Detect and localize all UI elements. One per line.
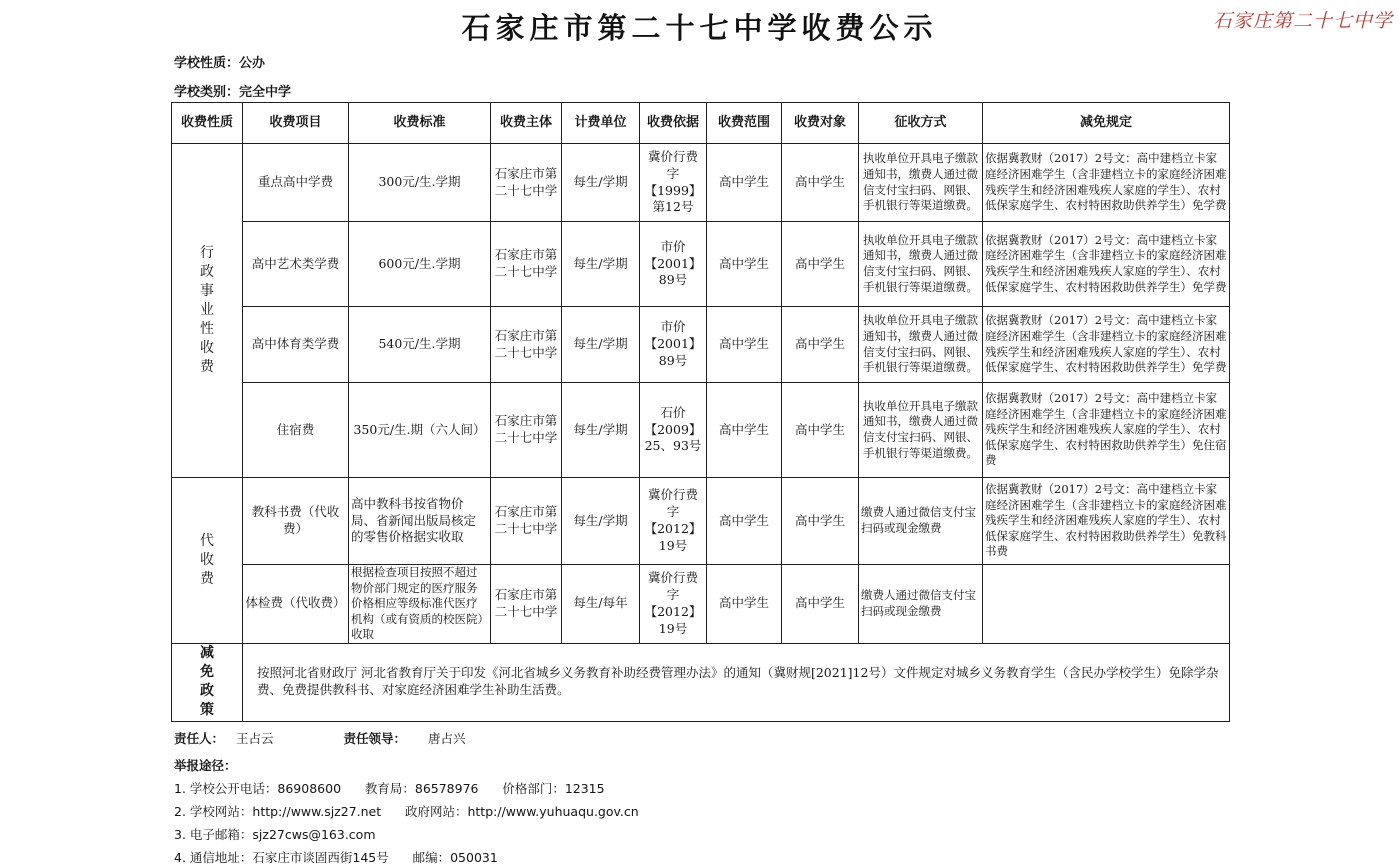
fee-entity: 石家庄市第二十七中学: [491, 565, 562, 644]
fee-target: 高中学生: [782, 307, 859, 383]
fee-item: 教科书费（代收费）: [243, 478, 349, 565]
school-type: [174, 81, 291, 100]
fee-unit: 每生/学期: [562, 222, 640, 307]
header-cell: 收费标准: [349, 103, 491, 144]
fee-standard: 600元/生.学期: [349, 222, 491, 307]
fee-range: 高中学生: [707, 565, 782, 644]
fee-target: 高中学生: [782, 478, 859, 565]
fee-unit: 每生/学期: [562, 307, 640, 383]
fee-exemption: 依据冀教财（2017）2号文：高中建档立卡家庭经济困难学生（含非建档立卡的家庭经济困难残疾学生和经济困难残疾人家庭的学生）、农村低保家庭学生、农村特困救助供养学生）免学费: [983, 307, 1230, 383]
group-exemption-policy: 减免政策: [172, 643, 243, 721]
leader-name: 唐占兴: [428, 731, 466, 746]
fee-method: 执收单位开具电子缴款通知书，缴费人通过微信支付宝扫码、网银、手机银行等渠道缴费。: [859, 144, 983, 222]
school-nature-label: 学校性质：: [174, 56, 240, 71]
responsible-label: 责任人：: [174, 731, 225, 746]
fee-unit: 每生/学期: [562, 144, 640, 222]
fee-entity: 石家庄市第二十七中学: [491, 478, 562, 565]
fee-entity: 石家庄市第二十七中学: [491, 383, 562, 478]
policy-text: 按照河北省财政厅 河北省教育厅关于印发《河北省城乡义务教育补助经费管理办法》的通知（冀财规[2021]12号）文件规定对城乡义务教育学生（含民办学校学生）免除学杂费、免费提供教科书、对家庭经济困难学生补助生活费。: [243, 643, 1230, 721]
table-header-row: [172, 103, 1230, 144]
fee-item: 体检费（代收费）: [243, 565, 349, 644]
fee-standard: 根据检查项目按照不超过物价部门规定的医疗服务价格相应等级标准代医疗机构（或有资质的校医院）收取: [349, 565, 491, 644]
fee-unit: 每生/每年: [562, 565, 640, 644]
header-cell: 收费范围: [707, 103, 782, 144]
fee-entity: 石家庄市第二十七中学: [491, 144, 562, 222]
fee-exemption: 依据冀教财（2017）2号文：高中建档立卡家庭经济困难学生（含非建档立卡的家庭经济困难残疾学生和经济困难残疾人家庭的学生）、农村低保家庭学生、农村特困救助供养学生）免教科书费: [983, 478, 1230, 565]
school-type-value: 完全中学: [239, 85, 292, 100]
table-row: [172, 478, 1230, 565]
fee-basis: 市价【2001】89号: [640, 307, 707, 383]
school-type-label: 学校类别：: [174, 85, 240, 100]
report-address-line: 4. 通信地址：石家庄市谈固西街145号 邮编：050031: [174, 850, 498, 865]
fee-exemption: 依据冀教财（2017）2号文：高中建档立卡家庭经济困难学生（含非建档立卡的家庭经济困难残疾学生和经济困难残疾人家庭的学生）、农村低保家庭学生、农村特困救助供养学生）免学费: [983, 144, 1230, 222]
report-label: 举报途径：: [174, 758, 237, 773]
fee-exemption: 依据冀教财（2017）2号文：高中建档立卡家庭经济困难学生（含非建档立卡的家庭经济困难残疾学生和经济困难残疾人家庭的学生）、农村低保家庭学生、农村特困救助供养学生）免学费: [983, 222, 1230, 307]
school-nature-value: 公办: [239, 56, 266, 71]
header-cell: 减免规定: [983, 103, 1230, 144]
header-cell: 收费依据: [640, 103, 707, 144]
fee-standard: 300元/生.学期: [349, 144, 491, 222]
fee-range: 高中学生: [707, 478, 782, 565]
page-title: 石家庄市第二十七中学收费公示: [461, 11, 938, 45]
fee-standard: 540元/生.学期: [349, 307, 491, 383]
fee-item: 高中艺术类学费: [243, 222, 349, 307]
fee-method: 执收单位开具电子缴款通知书，缴费人通过微信支付宝扫码、网银、手机银行等渠道缴费。: [859, 383, 983, 478]
fee-entity: 石家庄市第二十七中学: [491, 307, 562, 383]
header-cell: 收费对象: [782, 103, 859, 144]
fee-target: 高中学生: [782, 565, 859, 644]
fee-item: 住宿费: [243, 383, 349, 478]
fee-target: 高中学生: [782, 222, 859, 307]
fee-standard: 350元/生.期（六人间）: [349, 383, 491, 478]
fee-basis: 市价【2001】89号: [640, 222, 707, 307]
header-cell: 收费主体: [491, 103, 562, 144]
fee-range: 高中学生: [707, 222, 782, 307]
school-nature: [174, 52, 265, 71]
fee-exemption: 依据冀教财（2017）2号文：高中建档立卡家庭经济困难学生（含非建档立卡的家庭经济困难残疾学生和经济困难残疾人家庭的学生）、农村低保家庭学生、农村特困救助供养学生）免住宿费: [983, 383, 1230, 478]
leader-label: 责任领导：: [343, 731, 407, 746]
fee-range: 高中学生: [707, 383, 782, 478]
header-cell: 收费性质: [172, 103, 243, 144]
fee-standard: 高中教科书按省物价局、省新闻出版局核定的零售价格据实收取: [349, 478, 491, 565]
table-row: [172, 222, 1230, 307]
fee-basis: 冀价行费字【2012】19号: [640, 478, 707, 565]
table-row: [172, 565, 1230, 644]
fee-target: 高中学生: [782, 144, 859, 222]
table-row: [172, 307, 1230, 383]
fee-basis: 冀价行费字【2012】19号: [640, 565, 707, 644]
fee-range: 高中学生: [707, 144, 782, 222]
table-row: [172, 383, 1230, 478]
fee-table: [171, 102, 1230, 722]
fee-method: 执收单位开具电子缴款通知书，缴费人通过微信支付宝扫码、网银、手机银行等渠道缴费。: [859, 307, 983, 383]
table-row: [172, 144, 1230, 222]
fee-method: 缴费人通过微信支付宝扫码或现金缴费: [859, 478, 983, 565]
report-email-line: 3. 电子邮箱：sjz27cws@163.com: [174, 827, 376, 842]
fee-exemption: [983, 565, 1230, 644]
header-cell: 收费项目: [243, 103, 349, 144]
table-row-policy: [172, 643, 1230, 721]
fee-item: 高中体育类学费: [243, 307, 349, 383]
fee-unit: 每生/学期: [562, 478, 640, 565]
fee-basis: 冀价行费字【1999】第12号: [640, 144, 707, 222]
fee-method: 缴费人通过微信支付宝扫码或现金缴费: [859, 565, 983, 644]
fee-unit: 每生/学期: [562, 383, 640, 478]
header-cell: 计费单位: [562, 103, 640, 144]
fee-target: 高中学生: [782, 383, 859, 478]
fee-method: 执收单位开具电子缴款通知书，缴费人通过微信支付宝扫码、网银、手机银行等渠道缴费。: [859, 222, 983, 307]
responsible-name: 王占云: [236, 731, 274, 746]
responsible-line: [174, 729, 466, 747]
group-admin-fee: 行政事业性收费: [172, 144, 243, 478]
report-phone-line: 1. 学校公开电话：86908600 教育局：86578976 价格部门：12315: [174, 781, 605, 796]
header-cell: 征收方式: [859, 103, 983, 144]
school-logo-text: 石家庄第二十七中学: [1212, 10, 1393, 32]
report-website-line: 2. 学校网站：http://www.sjz27.net 政府网站：http://www.yuhuaqu.gov.cn: [174, 804, 639, 819]
fee-entity: 石家庄市第二十七中学: [491, 222, 562, 307]
group-agency-fee: 代收费: [172, 478, 243, 644]
fee-item: 重点高中学费: [243, 144, 349, 222]
fee-basis: 石价【2009】25、93号: [640, 383, 707, 478]
fee-range: 高中学生: [707, 307, 782, 383]
